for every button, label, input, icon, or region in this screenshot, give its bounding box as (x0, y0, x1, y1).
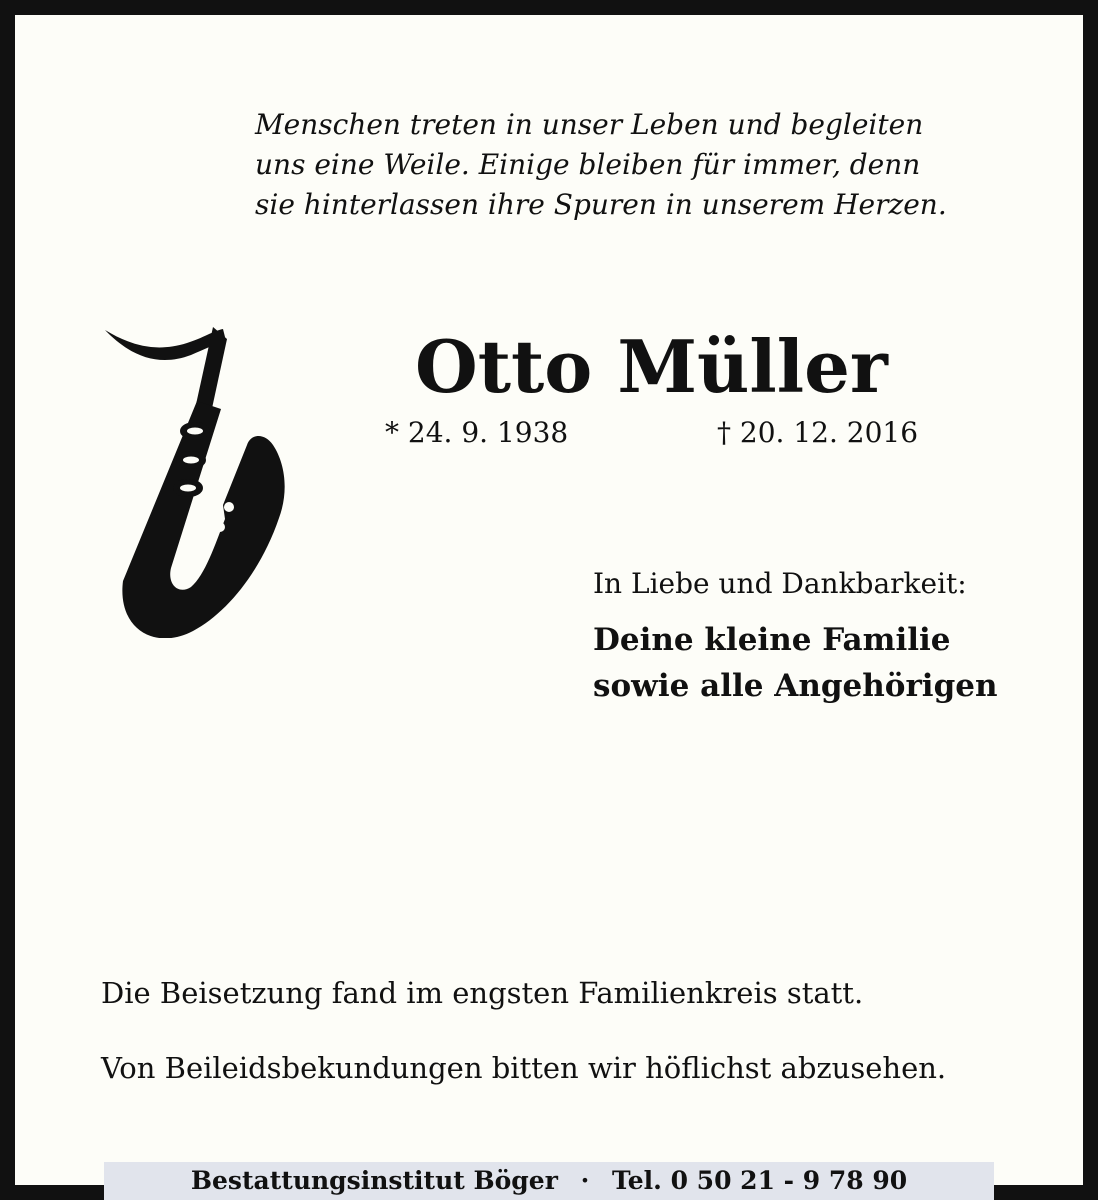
undertaker-name: Bestattungsinstitut Böger (190, 1166, 558, 1195)
death-date: † 20. 12. 2016 (717, 416, 919, 449)
birth-date: * 24. 9. 1938 (385, 416, 569, 449)
footer-separator: · (580, 1166, 590, 1195)
undertaker-footer (104, 1162, 994, 1200)
mourners-line: sowie alle Angehörigen (593, 668, 998, 704)
mourners-line: Deine kleine Familie (593, 622, 951, 658)
saxophone-icon (95, 313, 295, 638)
undertaker-phone: Tel. 0 50 21 - 9 78 90 (612, 1166, 908, 1195)
memorial-quote (255, 105, 1045, 225)
quote-line: sie hinterlassen ihre Spuren in unserem Herzen. (255, 188, 947, 221)
quote-line: Menschen treten in unser Leben und begleiten (255, 108, 924, 141)
funeral-notice: Die Beisetzung fand im engsten Familienkreis statt. (101, 976, 864, 1010)
deceased-name: Otto Müller (415, 324, 888, 409)
mourners-list (593, 617, 1053, 709)
mourners-intro: In Liebe und Dankbarkeit: (593, 567, 967, 600)
condolence-notice: Von Beileidsbekundungen bitten wir höflichst abzusehen. (101, 1051, 947, 1085)
quote-line: uns eine Weile. Einige bleiben für immer, denn (255, 148, 921, 181)
